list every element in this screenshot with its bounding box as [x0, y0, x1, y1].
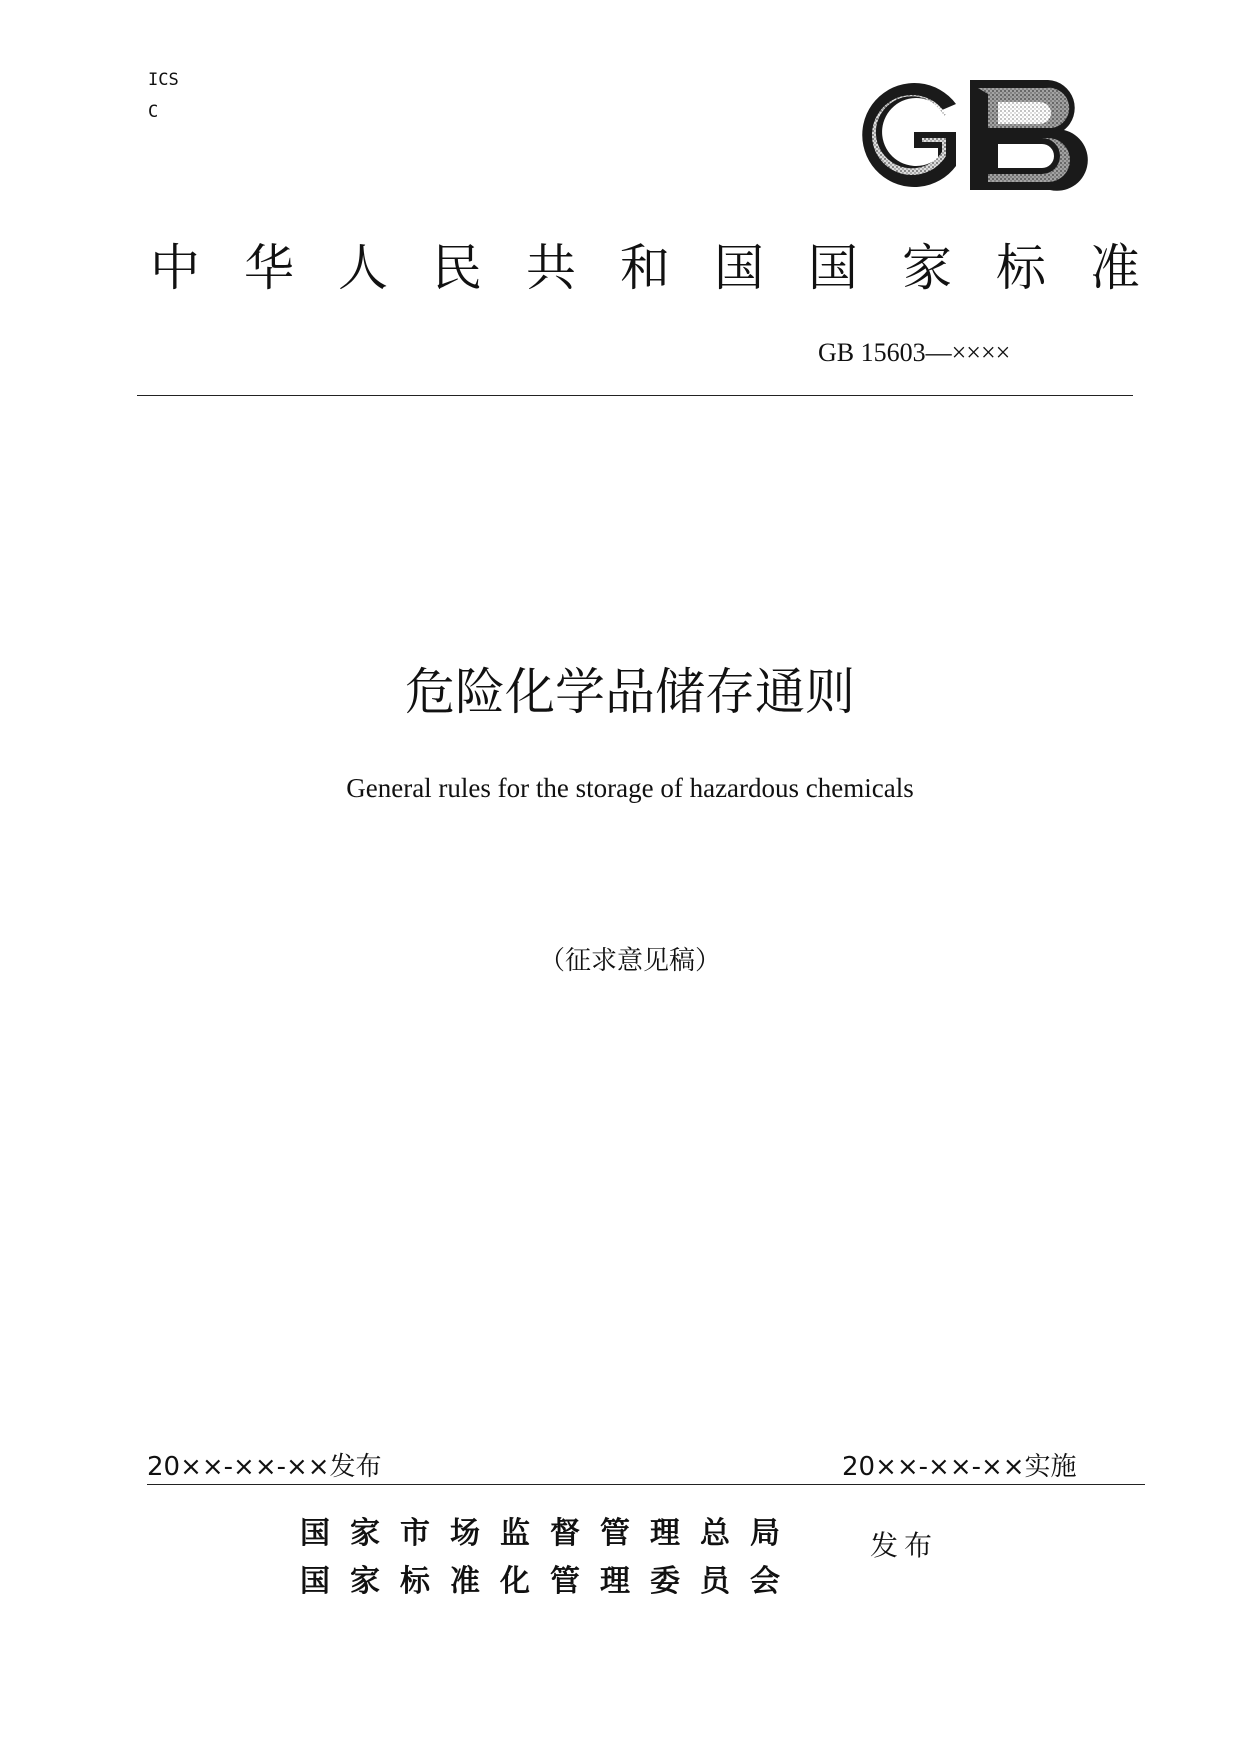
issuer-samr: 国家市场监督管理总局 [300, 1516, 800, 1551]
issue-date: 20××-××-××发布 [147, 1452, 382, 1482]
header-divider [137, 395, 1133, 396]
ics-label: ICS [148, 70, 179, 90]
implementation-date: 20××-××-××实施 [842, 1452, 1077, 1482]
classification-codes [148, 64, 179, 128]
logo-text: GB [852, 74, 854, 75]
publish-label: 发布 [870, 1529, 939, 1562]
title-english: General rules for the storage of hazardous chemicals [346, 773, 914, 803]
title-chinese: 危险化学品储存通则 [405, 663, 855, 721]
ccs-label: C [148, 102, 159, 122]
gb-logo [852, 74, 1092, 196]
national-standard-heading: 中华人民共和国国家标准 [150, 239, 1184, 297]
draft-status: （征求意见稿） [538, 946, 721, 976]
standard-code: GB 15603—×××× [818, 338, 1011, 367]
footer-divider [147, 1484, 1145, 1485]
issuer-sac: 国家标准化管理委员会 [300, 1564, 800, 1599]
